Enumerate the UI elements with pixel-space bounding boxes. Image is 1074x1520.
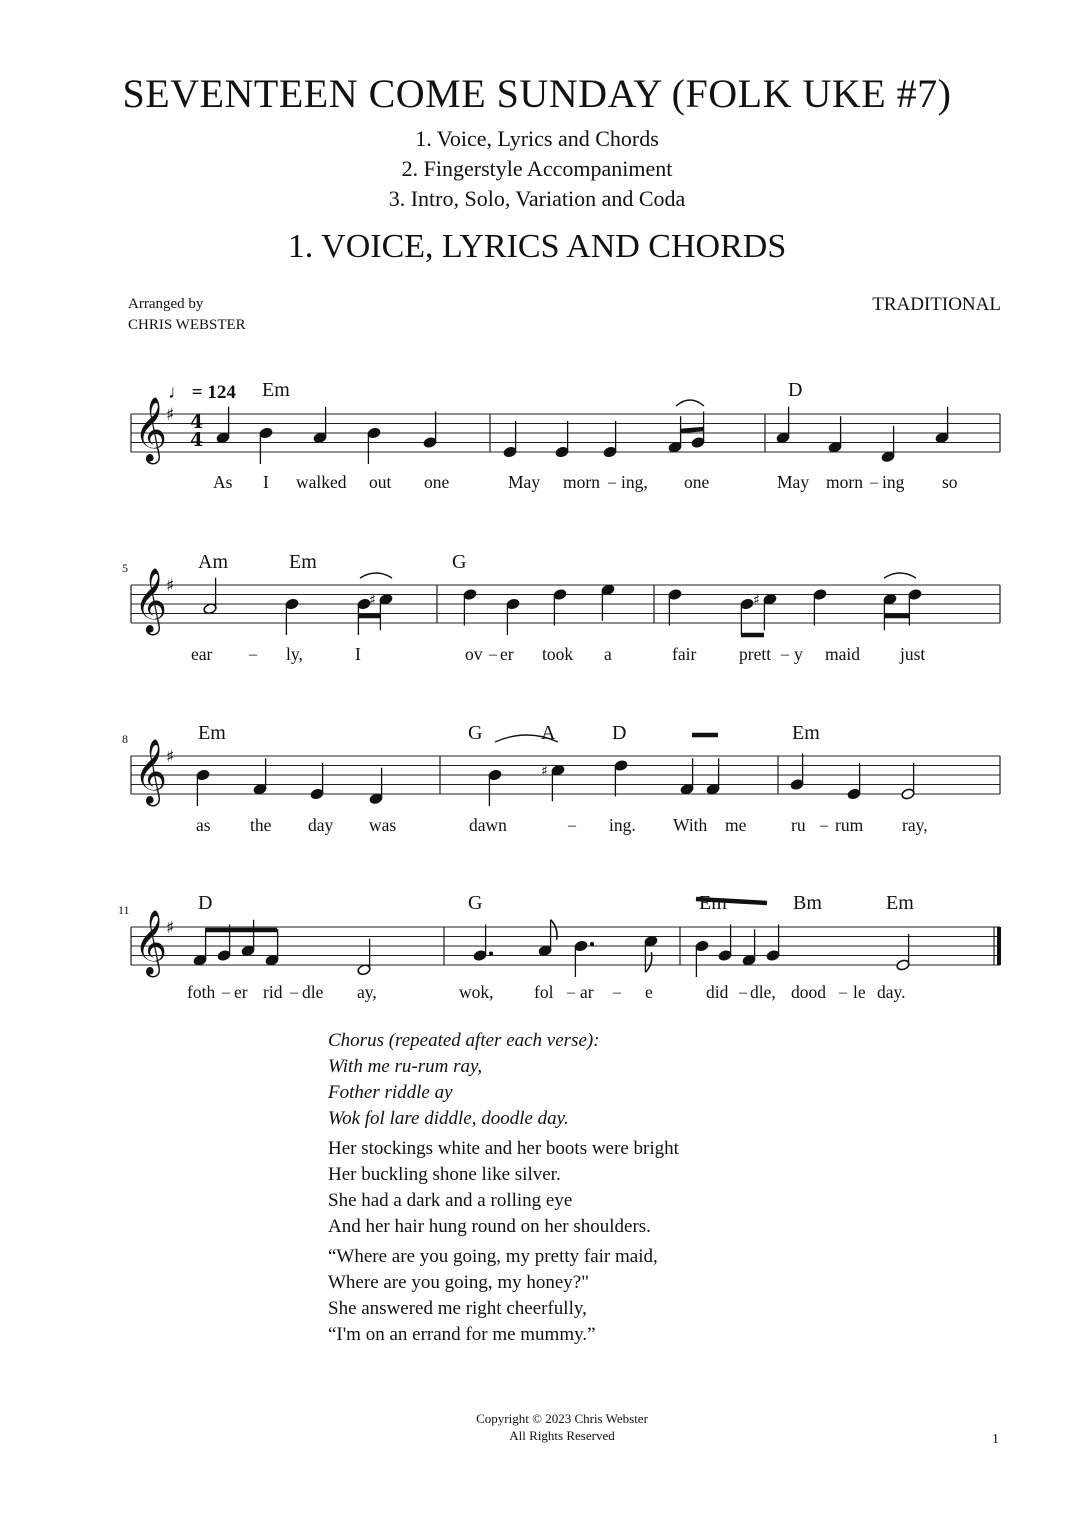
slur xyxy=(676,400,704,406)
copyright-line: Copyright © 2023 Chris Webster xyxy=(476,1411,648,1426)
lyric-syllable: as xyxy=(196,815,211,835)
slur xyxy=(360,573,392,578)
chord-symbol: A xyxy=(541,722,556,744)
lyric-syllable: was xyxy=(369,815,397,835)
lyric-syllable: day. xyxy=(877,982,906,1002)
lyric-syllable: foth xyxy=(187,982,216,1002)
lyric-syllable: a xyxy=(604,644,612,664)
treble-clef-icon: 𝄞 xyxy=(134,568,168,633)
lyric-syllable: ar xyxy=(580,982,594,1002)
lyric-syllable: y xyxy=(794,644,803,664)
key-signature-sharp-icon: ♯ xyxy=(166,918,175,938)
lyric-syllable: fol xyxy=(534,982,554,1002)
lyric-syllable: ov xyxy=(465,644,483,664)
lyric-syllable: rid xyxy=(263,982,283,1002)
chorus-line: Chorus (repeated after each verse): xyxy=(328,1030,600,1051)
lyric-syllable: ay, xyxy=(357,982,377,1002)
arranger-name: CHRIS WEBSTER xyxy=(128,317,246,333)
lyric-syllable: prett xyxy=(739,644,772,664)
svg-text:–: – xyxy=(870,474,878,491)
chord-symbol: D xyxy=(788,379,803,401)
lyric-syllable: morn xyxy=(826,472,863,492)
lyric-syllable: ing. xyxy=(609,815,636,835)
lyric-syllable: the xyxy=(250,815,272,835)
chord-symbol: G xyxy=(452,551,467,573)
svg-text:–: – xyxy=(608,474,616,491)
lyric-syllable: me xyxy=(725,815,747,835)
chorus-stanza xyxy=(328,1028,679,1132)
svg-text:–: – xyxy=(290,984,298,1001)
verse-stanza xyxy=(328,1244,679,1348)
lyric-syllable: one xyxy=(424,472,450,492)
copyright-line: All Rights Reserved xyxy=(509,1428,615,1443)
chord-symbol: D xyxy=(612,722,627,744)
svg-text:–: – xyxy=(489,646,497,663)
lyric-syllable: just xyxy=(900,644,926,664)
chorus-line: Wok fol lare diddle, doodle day. xyxy=(328,1108,569,1129)
lyric-syllable: walked xyxy=(296,472,347,492)
treble-clef-icon: 𝄞 xyxy=(134,739,168,804)
chord-symbol: Bm xyxy=(793,892,822,914)
chord-symbol: Em xyxy=(289,551,317,573)
contents-item: 3. Intro, Solo, Variation and Coda xyxy=(388,186,686,211)
verse-line: Her stockings white and her boots were bright xyxy=(328,1138,679,1159)
lyric-syllable: maid xyxy=(825,644,860,664)
svg-text:–: – xyxy=(222,984,230,1001)
lyric-syllable: er xyxy=(500,644,514,664)
lyric-syllable: I xyxy=(263,472,269,492)
lyric-syllable: May xyxy=(508,472,541,492)
lyric-syllable: one xyxy=(684,472,710,492)
lyric-syllable: out xyxy=(369,472,392,492)
lyric-syllable: dood xyxy=(791,982,826,1002)
lyric-syllable: e xyxy=(645,982,653,1002)
section-title: 1. VOICE, LYRICS AND CHORDS xyxy=(287,228,787,265)
contents-item: 2. Fingerstyle Accompaniment xyxy=(401,156,673,181)
measure-number: 11 xyxy=(118,903,130,917)
contents-item: 1. Voice, Lyrics and Chords xyxy=(415,126,659,151)
svg-text:–: – xyxy=(613,984,621,1001)
lyric-syllable: day xyxy=(308,815,334,835)
lyric-syllable: ly, xyxy=(286,644,303,664)
lyric-syllable: took xyxy=(542,644,574,664)
chord-symbol: Em xyxy=(699,892,727,914)
measure-number: 8 xyxy=(122,732,128,746)
lyric-syllable: I xyxy=(355,644,361,664)
verse-line: She had a dark and a rolling eye xyxy=(328,1190,573,1211)
chord-symbol: Em xyxy=(886,892,914,914)
treble-clef-icon: 𝄞 xyxy=(134,910,168,975)
lyric-syllable: ray, xyxy=(902,815,928,835)
chord-symbol: D xyxy=(198,892,213,914)
verse-line: “I'm on an errand for me mummy.” xyxy=(328,1324,596,1345)
chord-symbol: Em xyxy=(792,722,820,744)
lyric-syllable: ing, xyxy=(621,472,648,492)
svg-text:–: – xyxy=(839,984,847,1001)
slur xyxy=(884,573,916,578)
lyric-syllable: so xyxy=(942,472,958,492)
verse-line: Where are you going, my honey?" xyxy=(328,1272,589,1293)
note-beam xyxy=(680,429,704,431)
svg-text:–: – xyxy=(739,984,747,1001)
chord-symbol: G xyxy=(468,722,483,744)
lyric-syllable: fair xyxy=(672,644,697,664)
key-signature-sharp-icon: ♯ xyxy=(166,405,175,425)
lyric-syllable: ear xyxy=(191,644,213,664)
page-number: 1 xyxy=(992,1432,999,1447)
lyric-syllable: dle xyxy=(302,982,324,1002)
svg-text:–: – xyxy=(567,984,575,1001)
verse-line: Her buckling shone like silver. xyxy=(328,1164,561,1185)
lyric-syllable: ing xyxy=(882,472,905,492)
chord-symbol: Em xyxy=(262,379,290,401)
song-title: SEVENTEEN COME SUNDAY (FOLK UKE #7) xyxy=(122,71,952,116)
composer-credit: TRADITIONAL xyxy=(872,294,1001,315)
svg-text:–: – xyxy=(568,817,576,834)
sharp-accidental-icon: ♯ xyxy=(753,592,760,609)
verse-line: And her hair hung round on her shoulders. xyxy=(328,1216,651,1237)
chord-symbol: G xyxy=(468,892,483,914)
verse-line: She answered me right cheerfully, xyxy=(328,1298,587,1319)
lyric-syllable: With xyxy=(673,815,708,835)
lyric-syllable: rum xyxy=(835,815,864,835)
time-signature-bottom: 4 xyxy=(190,429,204,451)
key-signature-sharp-icon: ♯ xyxy=(166,576,175,596)
time-signature-top: 4 xyxy=(190,411,204,433)
treble-clef-icon: 𝄞 xyxy=(134,397,168,462)
lyric-syllable: le xyxy=(853,982,866,1002)
lyric-syllable: did xyxy=(706,982,729,1002)
augmentation-dot xyxy=(590,942,594,946)
chorus-line: Fother riddle ay xyxy=(328,1082,453,1103)
key-signature-sharp-icon: ♯ xyxy=(166,747,175,767)
chord-symbol: Am xyxy=(198,551,228,573)
svg-text:–: – xyxy=(249,646,257,663)
lyric-syllable: dawn xyxy=(469,815,507,835)
lyric-syllable: As xyxy=(213,472,233,492)
chord-symbol: Em xyxy=(198,722,226,744)
lyric-syllable: morn xyxy=(563,472,600,492)
song-text xyxy=(328,1028,679,1352)
lyric-syllable: wok, xyxy=(459,982,494,1002)
lyric-syllable: er xyxy=(234,982,248,1002)
arranged-by-label: Arranged by xyxy=(128,296,204,312)
sharp-accidental-icon: ♯ xyxy=(541,763,548,780)
augmentation-dot xyxy=(489,952,493,956)
tempo-mark: ♩ = 124 xyxy=(168,382,236,403)
lyric-syllable: dle, xyxy=(750,982,776,1002)
lyric-syllable: ru xyxy=(791,815,806,835)
copyright-notice xyxy=(0,1410,1074,1444)
measure-number: 5 xyxy=(122,561,128,575)
svg-text:–: – xyxy=(781,646,789,663)
svg-text:–: – xyxy=(820,817,828,834)
final-barline xyxy=(997,927,1001,965)
verse-stanza xyxy=(328,1136,679,1240)
lyric-syllable: May xyxy=(777,472,810,492)
verse-line: “Where are you going, my pretty fair maid, xyxy=(328,1246,658,1267)
sharp-accidental-icon: ♯ xyxy=(369,592,376,609)
chorus-line: With me ru-rum ray, xyxy=(328,1056,483,1077)
